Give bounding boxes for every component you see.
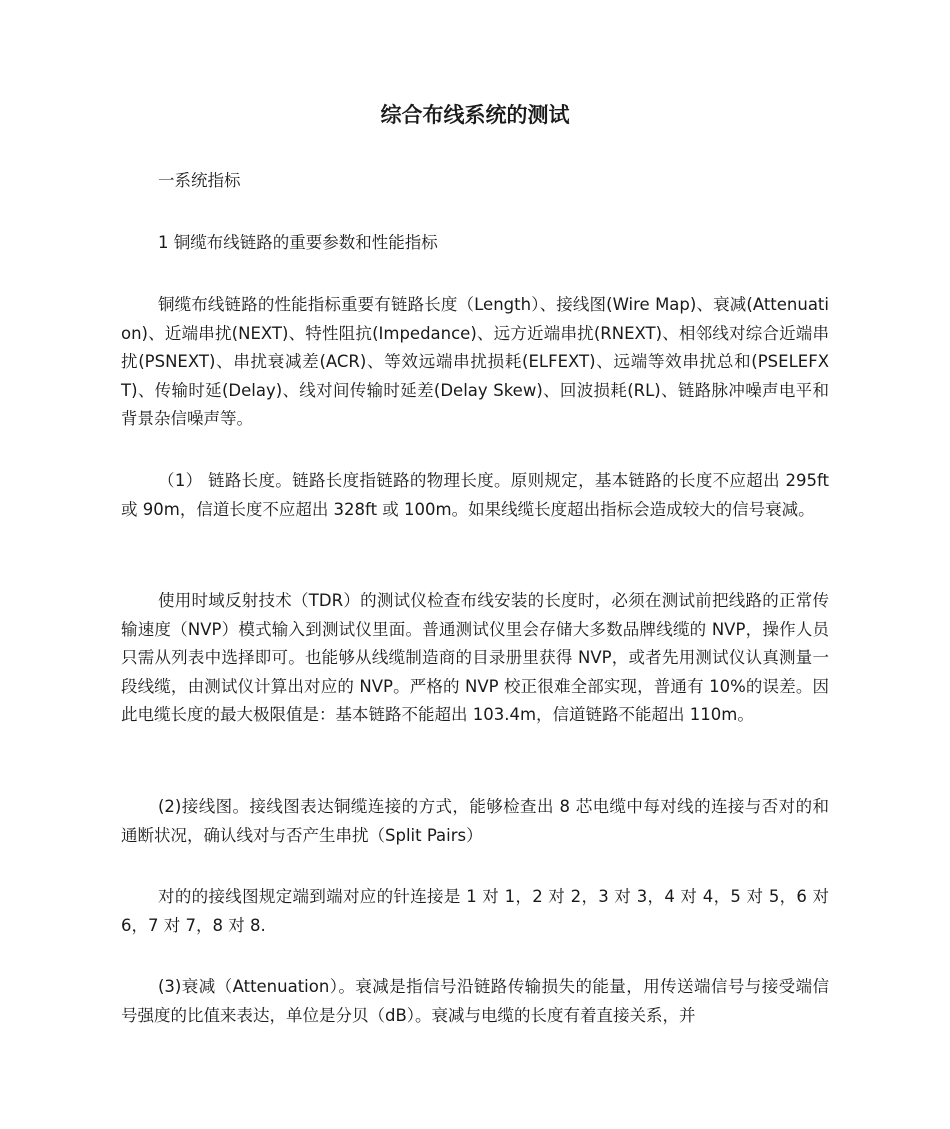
paragraph-wire-map: (2)接线图。接线图表达铜缆连接的方式，能够检查出 8 芯电缆中每对线的连接与否对的和通断状况，确认线对与否产生串扰（Split Pairs） xyxy=(121,797,829,845)
paragraph-pin-mapping: 对的的接线图规定端到端对应的针连接是 1 对 1，2 对 2，3 对 3，4 对 4，5 对 5，6 对 6，7 对 7，8 对 8. xyxy=(121,887,829,935)
page-title: 综合布线系统的测试 xyxy=(380,103,570,127)
paragraph-performance-indicators: 铜缆布线链路的性能指标重要有链路长度（Length）、接线图(Wire Map)、衰减(Attenuation)、近端串扰(NEXT)、特性阻抗(Impedance)、远方近端串扰(RNEXT)、相邻线对综合近端串扰(PSNEXT)、串扰衰减差(ACR)、等效远端串扰损耗(ELFEXT)、远端等效串扰总和(PSELEFXT)、传输时延(Delay)、线对间传输时延差(Delay Skew)、回波损耗(RL)、链路脉冲噪声电平和背景杂信噪声等。 xyxy=(121,295,829,429)
subsection-heading: 1 铜缆布线链路的重要参数和性能指标 xyxy=(158,233,438,252)
paragraph-link-length: （1） 链路长度。链路长度指链路的物理长度。原则规定，基本链路的长度不应超出 295ft 或 90m，信道长度不应超出 328ft 或 100m。如果线缆长度超出指标会造成较大的信号衰减。 xyxy=(121,471,829,519)
paragraph-attenuation: (3)衰减（Attenuation）。衰减是指信号沿链路传输损失的能量，用传送端信号与接受端信号强度的比值来表达，单位是分贝（dB）。衰减与电缆的长度有着直接关系，并 xyxy=(121,977,829,1025)
section-heading: 一系统指标 xyxy=(158,171,241,190)
paragraph-tdr-nvp: 使用时域反射技术（TDR）的测试仪检查布线安装的长度时，必须在测试前把线路的正常传输速度（NVP）模式输入到测试仪里面。普通测试仪里会存储大多数品牌线缆的 NVP，操作人员只需从列表中选择即可。也能够从线缆制造商的目录册里获得 NVP，或者先用测试仪认真测量一段线缆，由测试仪计算出对应的 NVP。严格的 NVP 校正很难全部实现，普通有 10%的误差。因此电缆长度的最大极限值是：基本链路不能超出 103.4m，信道链路不能超出 110m。 xyxy=(121,591,829,725)
